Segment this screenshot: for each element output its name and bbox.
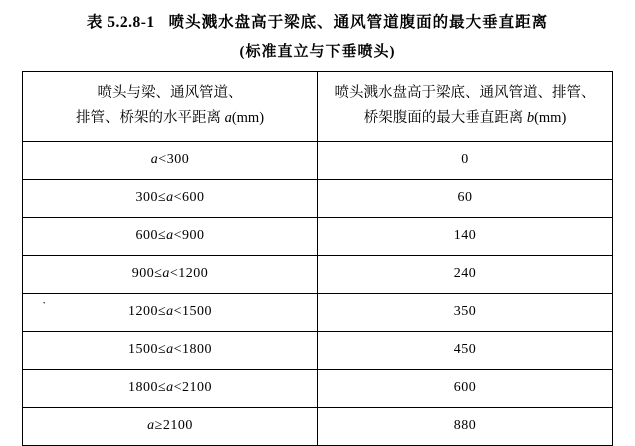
header-a-line2-text: 排管、桥架的水平距离 [75, 110, 221, 127]
cell-value-b: 350 [318, 293, 613, 331]
cell-value-b: 140 [318, 217, 613, 255]
cell-range-a: 300≤a<600 [23, 179, 318, 217]
cell-range-a: a≥2100 [23, 407, 318, 445]
table-row [23, 179, 613, 217]
header-b-symbol: b [526, 110, 535, 127]
table-caption-number: 表 5.2.8-1 [86, 14, 155, 31]
cell-range-a: a<300 [23, 141, 318, 179]
cell-range-a: 900≤a<1200 [23, 255, 318, 293]
table-row [23, 407, 613, 445]
cell-value-b: 240 [318, 255, 613, 293]
cell-value-b: 0 [318, 141, 613, 179]
vertical-distance-table [22, 71, 613, 446]
table-header-row [23, 72, 613, 142]
table-row [23, 293, 613, 331]
cell-range-a: 1800≤a<2100 [23, 369, 318, 407]
cell-range-a: 1200≤a<1500 [23, 293, 318, 331]
table-header-cell-b [318, 72, 613, 142]
header-a-unit: (mm) [231, 110, 265, 127]
table-caption [22, 0, 613, 32]
cell-value-b: 600 [318, 369, 613, 407]
header-a-symbol: a [224, 110, 232, 127]
cell-range-a: 1500≤a<1800 [23, 331, 318, 369]
table-row [23, 217, 613, 255]
table-row [23, 141, 613, 179]
table-subcaption: (标准直立与下垂喷头) [239, 44, 396, 60]
header-b-unit: (mm) [534, 110, 567, 127]
header-a-line1: 喷头与梁、通风管道、 [97, 85, 243, 101]
table-caption-title: 喷头溅水盘高于梁底、通风管道腹面的最大垂直距离 [168, 14, 549, 31]
header-b-line1: 喷头溅水盘高于梁底、通风管道、排管、 [334, 85, 596, 101]
table-header-cell-a [23, 72, 318, 142]
table-row [23, 331, 613, 369]
cell-range-a: 600≤a<900 [23, 217, 318, 255]
cell-value-b: 60 [318, 179, 613, 217]
stray-dot-mark: · [42, 295, 47, 310]
header-a-line2 [37, 106, 303, 131]
table-row [23, 255, 613, 293]
header-b-line2-text: 桥架腹面的最大垂直距离 [363, 110, 524, 127]
header-b-line2 [332, 106, 598, 131]
cell-value-b: 450 [318, 331, 613, 369]
table-row [23, 369, 613, 407]
cell-value-b: 880 [318, 407, 613, 445]
